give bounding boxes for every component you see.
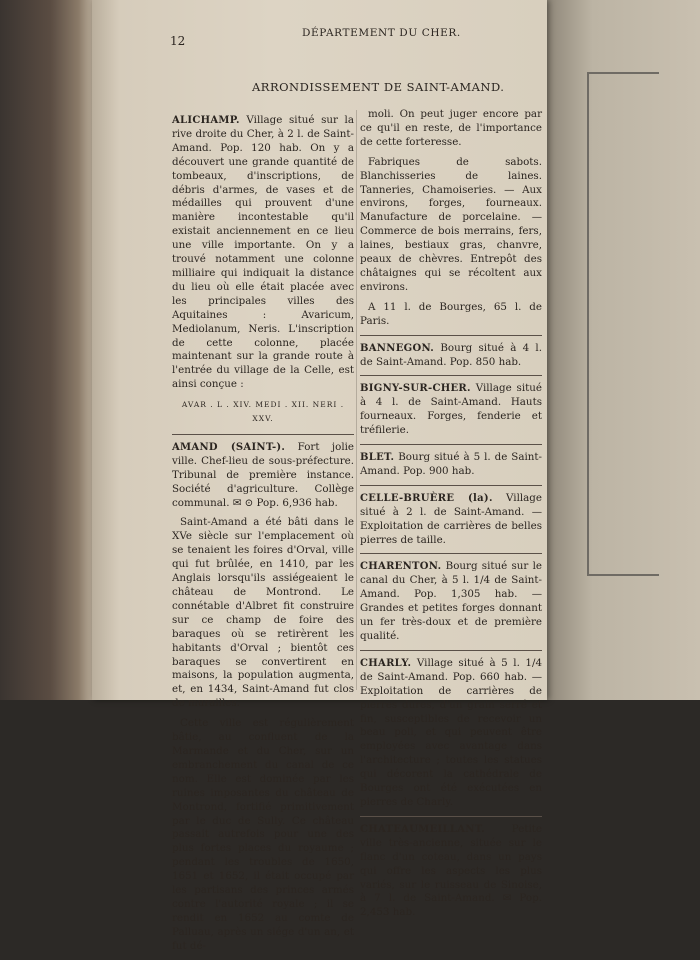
entry-charenton [360,560,542,643]
divider [360,485,542,486]
entry-blet [360,451,542,479]
entry-alichamp [172,114,354,392]
entry-headword: CHATEAUMEILLANT. [360,823,485,835]
paragraph: Cette ville est régulièrement bâtie, au confluent de la Marmande et du Cher, sur un embranchement du canal de ce nom. Elle est dominée par les ruines imposantes du château de Montrond, fortifié primitivement par le duc de Sully. Ce château passait autrefois pour une des plus fortes places du royaume ; pendant les troubles de 1650, 1651 et 1652, il était occupé par les partisans des princes armés contre l'autorité royale ; il se rendit en 1652 au comte de Palluau, après un siége d'un an, et fut dé- [172,717,354,952]
paragraph: Saint-Amand a été bâti dans le XVe siècle sur l'emplacement où se tenaient les foires d'Orval, ville qui fut brûlée, en 1410, par les Anglais lorsqu'ils assiégeaient le château de Montrond. Le connétable d'Albret fit construire sur ce champ de foire des baraques où se retirèrent les habitants d'Orval ; bientôt ces baraques se convertirent en maisons, la population augmenta, et, en 1434, Saint-Amand fut clos de murailles. [172,516,354,710]
entry-text: Bourg situé sur le canal du Cher, à 5 l. 1/4 de Saint-Amand. Pop. 1,305 hab. — Grandes et petites forges donnant un fer très-doux et de première qualité. [360,560,542,642]
divider [360,816,542,817]
running-head: DÉPARTEMENT DU CHER. [302,27,461,39]
entry-text: Village situé sur la rive droite du Cher, à 2 l. de Saint-Amand. Pop. 120 hab. On y a découvert une grande quantité de tombeaux, d'inscriptions, de débris d'armes, de vases et de médailles qui prouvent d'une manière incontestable qu'il existait anciennement en ce lieu une ville importante. On y a trouvé notamment une colonne milliaire qui indiquait la distance du lieu où elle était placée avec les principales villes des Aquitaines : Avaricum, Mediolanum, Neris. L'inscription de cette colonne, placée maintenant sur la grande route à l'entrée du village de la Celle, est ainsi conçue : [172,114,354,391]
entry-charly [360,657,542,810]
entry-headword: BANNEGON. [360,342,435,354]
paragraph: moli. On peut juger encore par ce qu'il en reste, de l'importance de cette forteresse. [360,108,542,148]
book-spine [0,0,92,700]
paragraph: A 11 l. de Bourges, 65 l. de Paris. [360,300,542,327]
entry-text: Bourg situé à 5 l. de Saint-Amand. Pop. 900 hab. [360,451,542,477]
facing-page-frame [587,72,659,576]
right-column [360,108,542,926]
entry-headword: BLET. [360,452,395,464]
column-divider [356,110,357,690]
divider [172,434,354,435]
entry-bannegon [360,342,542,370]
entry-text: Village situé à 4 l. de Saint-Amand. Hauts fourneaux. Forges, fenderie et tréfilerie. [360,382,542,437]
left-column [172,114,354,960]
page-number: 12 [170,34,186,48]
entry-headword: BIGNY-SUR-CHER. [360,383,471,395]
inscription: AVAR . L . XIV. MEDI . XII. NERI . XXV. [181,400,345,424]
entry-text: Village situé à 5 l. 1/4 de Saint-Amand. Pop. 660 hab. — Exploitation de carrières de pierres dures, d'un grain serré et fin, susceptibles de recevoir un beau poli, et qui peuvent être employées avec avantage dans l'architecture ; toutes les statues qui décorent la cathédrale de Bourges ont été exécutées en pierres de Charly. [360,656,542,808]
entry-headword: AMAND (SAINT-). [172,441,286,453]
divider [360,444,542,445]
section-title: ARRONDISSEMENT DE SAINT-AMAND. [252,80,505,94]
facing-page [547,0,700,700]
divider [360,375,542,376]
entry-celle-bruere [360,492,542,548]
book-page [92,0,547,952]
paragraph: Fabriques de sabots. Blanchisseries de laines. Tanneries, Chamoiseries. — Aux environs, forges, fourneaux. Manufacture de porcelaine. — Commerce de bois merrains, fers, laines, bestiaux gras, chanvre, peaux de chèvres. Entrepôt des châtaignes qui se récoltent aux environs. [360,155,542,293]
entry-headword: CELLE-BRUÈRE (la). [360,492,493,504]
entry-text: Fort jolie ville. Chef-lieu de sous-préfecture. Tribunal de première instance. Société d'agriculture. Collège communal. ✉ ⊙ Pop. 6,936 hab. [172,440,354,509]
divider [360,553,542,554]
entry-text: Bourg situé à 4 l. de Saint-Amand. Pop. 850 hab. [360,341,542,368]
entry-text: Petite ville très-ancienne, située sur le flanc d'un coteau, dans un pays qui offre les aspects les plus variés, sur le ruisseau de Sinoise, à 7 l. de Saint-Amand. ✉ Pop. 2,453 hab. [360,822,542,919]
entry-headword: ALICHAMP. [172,115,240,126]
entry-saint-amand [172,441,354,511]
divider [360,650,542,651]
entry-text: Village situé à 2 l. de Saint-Amand. — Exploitation de carrières de belles pierres de taille. [360,491,542,546]
entry-chateaumeillant [360,823,542,920]
entry-bigny [360,382,542,438]
entry-headword: CHARENTON. [360,561,442,573]
divider [360,335,542,336]
entry-headword: CHARLY. [360,657,412,669]
